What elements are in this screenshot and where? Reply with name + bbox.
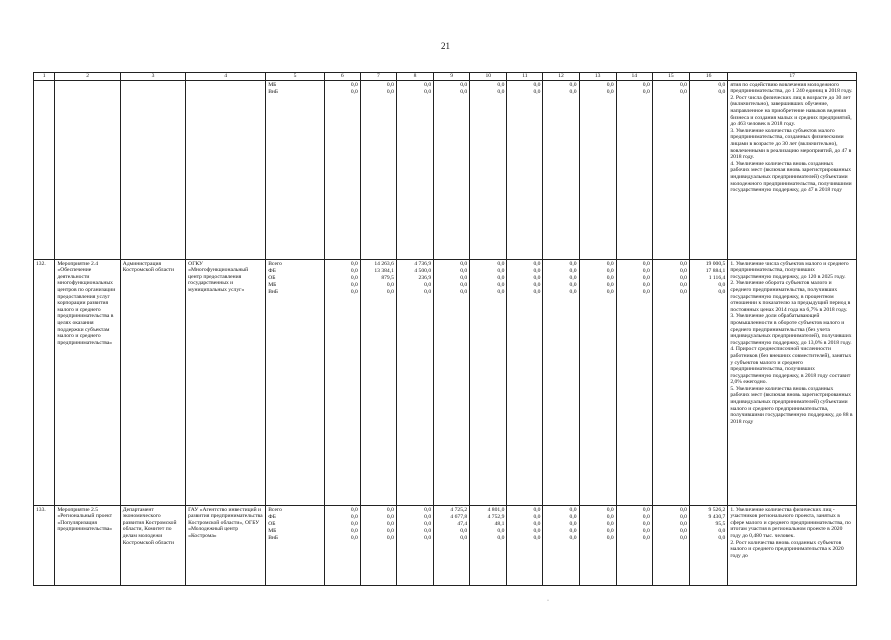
funding-value: 0,0 [606, 260, 614, 267]
funding-value: 0,0 [642, 513, 650, 520]
header-row [34, 73, 857, 81]
funding-value: 0,0 [460, 267, 468, 274]
funding-value: 0,0 [606, 520, 614, 527]
funding-value: 0,0 [679, 535, 687, 542]
col-header: 16 [689, 73, 727, 81]
funding-value: 0,0 [460, 282, 468, 289]
funding-source: Всего [268, 506, 282, 513]
funding-value: 0,0 [424, 528, 432, 535]
funding-value: 0,0 [533, 520, 541, 527]
funding-value: 0,0 [460, 535, 468, 542]
col-header: 12 [543, 73, 579, 81]
funding-value: 0,0 [533, 528, 541, 535]
funding-value: 0,0 [718, 289, 726, 296]
col-header: 8 [396, 73, 433, 81]
funding-value: 0,0 [460, 289, 468, 296]
expected-result: ятия по содействию вовлечения молодежного предпринимательства, до 1 240 единиц в 2018 году. 2. Рост числа физических лиц в возрасте до 30 лет (включительно), завершивших обучение, направленное на приобретение навыков ведения бизнеса и создания малых и средних предприятий, до 463 человек в 2018 году. 3. Увеличение количества субъектов малого предпринимательства, созданных физическими лицами в возрасте до 30 лет (включительно), вовлеченными в реализацию мероприятий, до 47 в 2018 году. 4. Увеличение количества вновь созданных рабочих мест (включая вновь зарегистрированных индивидуальных предпринимателей) субъектами молодежного предпринимательства, получившими государственную поддержку, до 47 в 2018 году [728, 80, 857, 259]
funding-value: 0,0 [606, 506, 614, 513]
funding-value: 0,0 [679, 88, 687, 95]
scan-mark: · [547, 598, 549, 604]
funding-value: 0,0 [569, 260, 577, 267]
funding-source: Всего [268, 260, 282, 267]
col-header: 13 [579, 73, 616, 81]
col-header: 10 [470, 73, 507, 81]
funding-value: 0,0 [569, 535, 577, 542]
funding-value: 0,0 [386, 528, 394, 535]
funding-value: 0,0 [350, 88, 358, 95]
funding-value: 0,0 [642, 506, 650, 513]
funding-value: 0,0 [718, 282, 726, 289]
funding-value: 0,0 [497, 260, 505, 267]
funding-value: 0,0 [679, 520, 687, 527]
funding-value: 0,0 [606, 274, 614, 281]
funding-value: 0,0 [679, 274, 687, 281]
measure-name: Мероприятие 2.4 «Обеспечение деятельности многофункциональных центров по организации предоставления услуг корпорации развития малого и среднего предпринимательства в целях оказания поддержки субъектам малого и среднего предпринимательства» [55, 259, 120, 505]
col-header: 9 [434, 73, 470, 81]
funding-value: 0,0 [642, 535, 650, 542]
funding-value: 0,0 [569, 513, 577, 520]
col-header: 6 [324, 73, 360, 81]
funding-value: 13 384,1 [374, 267, 394, 274]
funding-source: ВнБ [268, 289, 279, 296]
funding-value: 0,0 [350, 513, 358, 520]
funding-value: 0,0 [642, 289, 650, 296]
funding-value: 0,0 [569, 274, 577, 281]
funding-value: 0,0 [606, 282, 614, 289]
funding-value: 0,0 [679, 528, 687, 535]
funding-value: 0,0 [642, 520, 650, 527]
expected-result: 1. Увеличение количества физических лиц - участников регионального проекта, занятых в сфере малого и среднего предпринимательства, по итогам участия в региональном проекте в 2020 году до 0,480 тыс. человек. 2. Рост количества вновь созданных субъектов малого и среднего предпринимательства к 2020 году до [728, 505, 857, 585]
funding-source: ВнБ [268, 88, 279, 95]
funding-value: 48,1 [494, 520, 505, 527]
funding-value: 47,4 [457, 520, 468, 527]
funding-value: 0,0 [424, 81, 432, 88]
funding-value: 0,0 [642, 267, 650, 274]
funding-value: 0,0 [642, 81, 650, 88]
funding-value: 0,0 [533, 282, 541, 289]
funding-value: 0,0 [679, 506, 687, 513]
funding-value: 4 677,8 [450, 513, 468, 520]
table-row-133 [34, 505, 857, 585]
funding-value: 0,0 [533, 81, 541, 88]
program-table [33, 72, 857, 586]
funding-value: 0,0 [350, 274, 358, 281]
page-number: 21 [441, 41, 450, 51]
funding-value: 0,0 [569, 289, 577, 296]
funding-source: ОБ [268, 520, 276, 527]
funding-value: 0,0 [386, 289, 394, 296]
funding-value: 0,0 [424, 506, 432, 513]
funding-value: 0,0 [533, 289, 541, 296]
funding-value: 0,0 [460, 274, 468, 281]
funding-value: 4 752,9 [487, 513, 505, 520]
funding-value: 0,0 [424, 520, 432, 527]
funding-value: 4 736,9 [414, 260, 432, 267]
funding-value: 0,0 [606, 81, 614, 88]
funding-value: 0,0 [497, 535, 505, 542]
funding-value: 0,0 [569, 88, 577, 95]
funding-value: 0,0 [350, 260, 358, 267]
funding-value: 4 500,0 [414, 267, 432, 274]
funding-value: 0,0 [533, 274, 541, 281]
funding-value: 0,0 [679, 81, 687, 88]
funding-value: 0,0 [386, 88, 394, 95]
funding-value: 236,9 [418, 274, 432, 281]
funding-value: 0,0 [533, 267, 541, 274]
funding-value: 0,0 [424, 282, 432, 289]
funding-value: 0,0 [386, 81, 394, 88]
funding-value: 0,0 [569, 282, 577, 289]
funding-value: 0,0 [606, 289, 614, 296]
funding-value: 0,0 [642, 282, 650, 289]
funding-value: 0,0 [679, 289, 687, 296]
funding-value: 9 430,7 [708, 513, 726, 520]
funding-value: 0,0 [460, 81, 468, 88]
col-header: 4 [186, 73, 266, 81]
funding-value: 0,0 [533, 88, 541, 95]
funding-value: 0,0 [497, 274, 505, 281]
funding-source: ФБ [268, 513, 276, 520]
funding-source: ФБ [268, 267, 276, 274]
funding-value: 0,0 [497, 528, 505, 535]
funding-value: 0,0 [718, 88, 726, 95]
row-number: 133. [34, 505, 55, 585]
funding-value: 0,0 [497, 282, 505, 289]
funding-value: 0,0 [718, 535, 726, 542]
funding-value: 0,0 [642, 88, 650, 95]
funding-value: 0,0 [533, 506, 541, 513]
executor: ГАУ «Агентство инвестиций и развития предпринимательства Костромской области», ОГБУ «Молодежный центр «Кострома» [186, 505, 266, 585]
funding-value: 0,0 [569, 506, 577, 513]
funding-value: 0,0 [642, 528, 650, 535]
funding-value: 0,0 [424, 535, 432, 542]
col-header: 17 [728, 73, 857, 81]
funding-source: ОБ [268, 274, 276, 281]
funding-value: 0,0 [386, 520, 394, 527]
funding-value: 17 884,1 [705, 267, 726, 274]
funding-value: 0,0 [350, 535, 358, 542]
funding-source: МБ [268, 528, 277, 535]
funding-value: 0,0 [350, 528, 358, 535]
funding-value: 0,0 [460, 260, 468, 267]
funding-value: 0,0 [350, 282, 358, 289]
funding-value: 4 725,2 [450, 506, 468, 513]
funding-value: 95,5 [715, 520, 726, 527]
funding-value: 0,0 [679, 513, 687, 520]
funding-value: 0,0 [606, 535, 614, 542]
funding-value: 0,0 [642, 260, 650, 267]
funding-value: 0,0 [350, 267, 358, 274]
funding-value: 0,0 [606, 88, 614, 95]
funding-value: 0,0 [569, 267, 577, 274]
funding-value: 0,0 [350, 506, 358, 513]
funding-value: 0,0 [533, 260, 541, 267]
funding-value: 0,0 [386, 513, 394, 520]
funding-value: 1 116,4 [708, 274, 726, 281]
funding-value: 0,0 [533, 535, 541, 542]
funding-value: 0,0 [497, 81, 505, 88]
funding-value: 0,0 [569, 528, 577, 535]
funding-value: 0,0 [350, 81, 358, 88]
funding-value: 0,0 [679, 267, 687, 274]
funding-value: 0,0 [386, 282, 394, 289]
funding-value: 19 000,5 [705, 260, 726, 267]
funding-value: 4 801,0 [487, 506, 505, 513]
funding-value: 879,5 [381, 274, 394, 281]
funding-value: 0,0 [424, 289, 432, 296]
funding-value: 0,0 [606, 513, 614, 520]
funding-value: 0,0 [386, 535, 394, 542]
funding-value: 0,0 [569, 520, 577, 527]
continuation-row [34, 80, 857, 259]
funding-value: 0,0 [718, 528, 726, 535]
funding-value: 14 263,6 [374, 260, 394, 267]
row-number: 132. [34, 259, 55, 505]
funding-value: 0,0 [350, 289, 358, 296]
funding-value: 0,0 [679, 282, 687, 289]
funding-value: 0,0 [497, 88, 505, 95]
col-header: 2 [55, 73, 120, 81]
responsible: Администрация Костромской области [120, 259, 185, 505]
measure-name: Мероприятие 2.5 «Региональный проект «Популяризация предпринимательства» [55, 505, 120, 585]
funding-value: 0,0 [718, 81, 726, 88]
funding-value: 0,0 [424, 513, 432, 520]
funding-value: 0,0 [424, 88, 432, 95]
col-header: 15 [652, 73, 689, 81]
funding-value: 0,0 [350, 520, 358, 527]
col-header: 14 [616, 73, 652, 81]
table-row-132 [34, 259, 857, 505]
col-header: 5 [266, 73, 325, 81]
funding-value: 0,0 [497, 289, 505, 296]
funding-source: МБ [268, 282, 277, 289]
funding-value: 0,0 [606, 267, 614, 274]
funding-value: 9 526,2 [708, 506, 726, 513]
funding-value: 0,0 [497, 267, 505, 274]
funding-value: 0,0 [679, 260, 687, 267]
col-header: 1 [34, 73, 55, 81]
col-header: 11 [507, 73, 543, 81]
funding-value: 0,0 [386, 506, 394, 513]
funding-value: 0,0 [460, 528, 468, 535]
funding-value: 0,0 [569, 81, 577, 88]
funding-value: 0,0 [606, 528, 614, 535]
funding-source: МБ [268, 81, 277, 88]
funding-value: 0,0 [460, 88, 468, 95]
funding-value: 0,0 [533, 513, 541, 520]
executor: ОГКУ «Многофункциональный центр предоставления государственных и муниципальных услуг» [186, 259, 266, 505]
expected-result: 1. Увеличение числа субъектов малого и среднего предпринимательства, получивших государственную поддержку, до 120 в 2025 году. 2. Увеличение оборота субъектов малого и среднего предпринимательства, получивших государственную поддержку, в процентном отношении к показателю за предыдущий период в постоянных ценах 2014 года на 6,7% в 2018 году. 3. Увеличение доли обрабатывающей промышленности в обороте субъектов малого и среднего предпринимательства (без учета индивидуальных предпринимателей), получивших государственную поддержку, до 13,0% в 2018 году. 4. Прирост среднесписочной численности работников (без внешних совместителей), занятых у субъектов малого и среднего предпринимательства, получивших государственную поддержку, в 2018 году составит 2,0% ежегодно. 5. Увеличение количества вновь созданных рабочих мест (включая вновь зарегистрированных индивидуальных предпринимателей) субъектами малого и среднего предпринимательства, получившими государственную поддержку, до 88 в 2018 году [728, 259, 857, 505]
funding-value: 0,0 [642, 274, 650, 281]
funding-source: ВнБ [268, 535, 279, 542]
col-header: 7 [360, 73, 396, 81]
responsible: Департамент экономического развития Костромской области, Комитет по делам молодежи Костромской области [120, 505, 185, 585]
col-header: 3 [120, 73, 185, 81]
